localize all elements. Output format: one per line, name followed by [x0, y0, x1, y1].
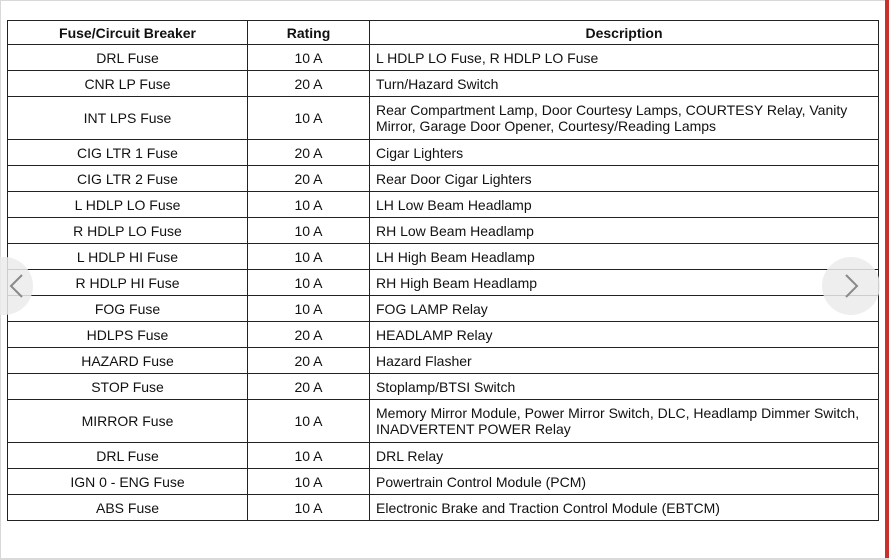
- window-border-right: [885, 0, 889, 560]
- fuse-cell: INT LPS Fuse: [8, 97, 248, 140]
- table-row: [8, 322, 879, 348]
- fuse-cell: MIRROR Fuse: [8, 400, 248, 443]
- rating-cell: 10 A: [248, 218, 370, 244]
- description-cell: DRL Relay: [370, 443, 879, 469]
- fuse-cell: L HDLP LO Fuse: [8, 192, 248, 218]
- fuse-cell: R HDLP HI Fuse: [8, 270, 248, 296]
- fuse-cell: HAZARD Fuse: [8, 348, 248, 374]
- table-row: [8, 443, 879, 469]
- header-fuse: Fuse/Circuit Breaker: [8, 21, 248, 45]
- rating-cell: 10 A: [248, 97, 370, 140]
- fuse-cell: DRL Fuse: [8, 45, 248, 71]
- fuse-cell: HDLPS Fuse: [8, 322, 248, 348]
- description-cell: Rear Compartment Lamp, Door Courtesy Lamps, COURTESY Relay, Vanity Mirror, Garage Door Opener, Courtesy/Reading Lamps: [370, 97, 879, 140]
- fuse-cell: IGN 0 - ENG Fuse: [8, 469, 248, 495]
- header-description: Description: [370, 21, 879, 45]
- rating-cell: 10 A: [248, 45, 370, 71]
- next-image-button[interactable]: [822, 257, 880, 315]
- table-row: [8, 71, 879, 97]
- rating-cell: 20 A: [248, 322, 370, 348]
- rating-cell: 10 A: [248, 192, 370, 218]
- description-cell: RH Low Beam Headlamp: [370, 218, 879, 244]
- header-rating: Rating: [248, 21, 370, 45]
- description-cell: RH High Beam Headlamp: [370, 270, 879, 296]
- rating-cell: 20 A: [248, 348, 370, 374]
- fuse-cell: CNR LP Fuse: [8, 71, 248, 97]
- chevron-right-icon: [842, 273, 860, 299]
- description-cell: LH Low Beam Headlamp: [370, 192, 879, 218]
- rating-cell: 10 A: [248, 270, 370, 296]
- rating-cell: 10 A: [248, 469, 370, 495]
- table-row: [8, 166, 879, 192]
- table-row: [8, 400, 879, 443]
- rating-cell: 20 A: [248, 140, 370, 166]
- rating-cell: 10 A: [248, 400, 370, 443]
- description-cell: Hazard Flasher: [370, 348, 879, 374]
- description-cell: HEADLAMP Relay: [370, 322, 879, 348]
- description-cell: L HDLP LO Fuse, R HDLP LO Fuse: [370, 45, 879, 71]
- description-cell: Cigar Lighters: [370, 140, 879, 166]
- fuse-cell: STOP Fuse: [8, 374, 248, 400]
- table-row: [8, 495, 879, 521]
- description-cell: FOG LAMP Relay: [370, 296, 879, 322]
- description-cell: Powertrain Control Module (PCM): [370, 469, 879, 495]
- table-row: [8, 97, 879, 140]
- table-row: [8, 218, 879, 244]
- rating-cell: 10 A: [248, 495, 370, 521]
- fuse-table: [7, 20, 879, 521]
- fuse-cell: CIG LTR 1 Fuse: [8, 140, 248, 166]
- fuse-cell: CIG LTR 2 Fuse: [8, 166, 248, 192]
- chevron-left-icon: [8, 273, 26, 299]
- table-row: [8, 469, 879, 495]
- rating-cell: 20 A: [248, 71, 370, 97]
- fuse-cell: FOG Fuse: [8, 296, 248, 322]
- table-header-row: [8, 21, 879, 45]
- description-cell: Electronic Brake and Traction Control Module (EBTCM): [370, 495, 879, 521]
- description-cell: Stoplamp/BTSI Switch: [370, 374, 879, 400]
- fuse-cell: L HDLP HI Fuse: [8, 244, 248, 270]
- rating-cell: 10 A: [248, 443, 370, 469]
- table-row: [8, 296, 879, 322]
- table-row: [8, 270, 879, 296]
- rating-cell: 10 A: [248, 244, 370, 270]
- rating-cell: 20 A: [248, 166, 370, 192]
- description-cell: Turn/Hazard Switch: [370, 71, 879, 97]
- description-cell: Rear Door Cigar Lighters: [370, 166, 879, 192]
- description-cell: LH High Beam Headlamp: [370, 244, 879, 270]
- fuse-cell: ABS Fuse: [8, 495, 248, 521]
- description-cell: Memory Mirror Module, Power Mirror Switch, DLC, Headlamp Dimmer Switch, INADVERTENT POWER Relay: [370, 400, 879, 443]
- fuse-cell: R HDLP LO Fuse: [8, 218, 248, 244]
- table-body: [8, 45, 879, 521]
- fuse-cell: DRL Fuse: [8, 443, 248, 469]
- rating-cell: 10 A: [248, 296, 370, 322]
- table-row: [8, 244, 879, 270]
- table-row: [8, 348, 879, 374]
- table-row: [8, 192, 879, 218]
- table-row: [8, 140, 879, 166]
- rating-cell: 20 A: [248, 374, 370, 400]
- table-row: [8, 45, 879, 71]
- table-row: [8, 374, 879, 400]
